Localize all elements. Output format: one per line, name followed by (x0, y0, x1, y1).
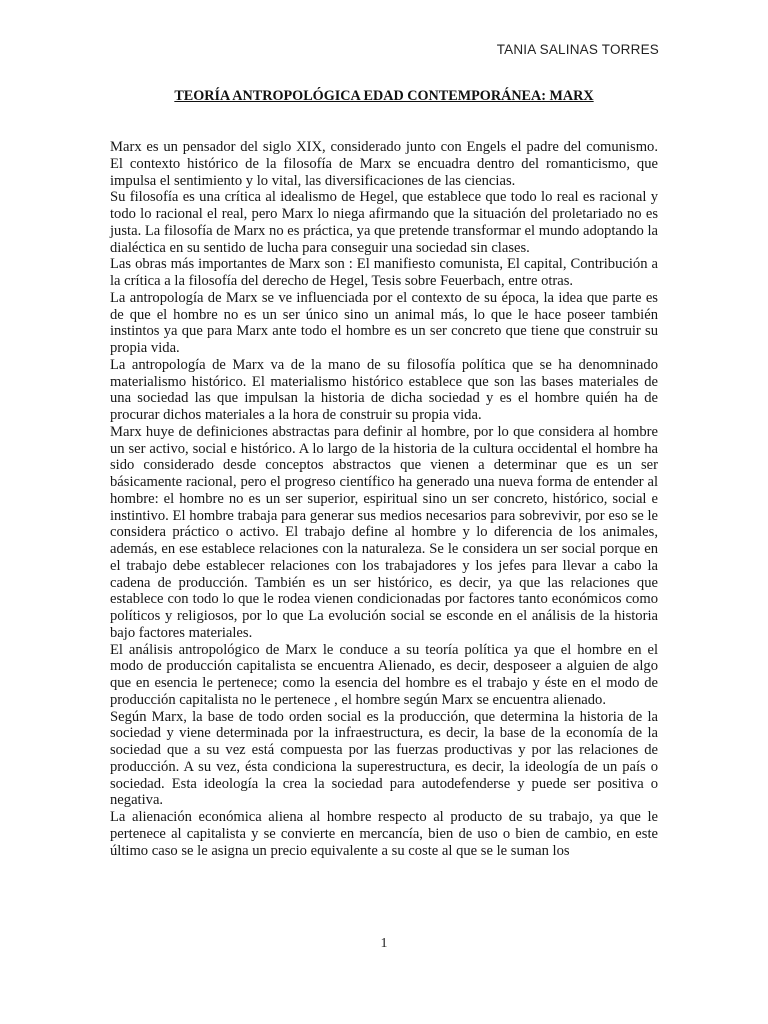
paragraph: Su filosofía es una crítica al idealismo de Hegel, que establece que todo lo real es racional y todo lo racional el real, pero Marx lo niega afirmando que la situación del proletariado no es justa. La filosofía de Marx no es práctica, ya que pretende transformar el mundo adoptando la dialéctica en su sentido de lucha para conseguir una sociedad sin clases. (110, 189, 658, 256)
paragraph: La antropología de Marx va de la mano de su filosofía política que se ha denomninado materialismo histórico. El materialismo histórico establece que son las bases materiales de una sociedad las que impulsan la historia de dicha sociedad y es el hombre quién ha de procurar dichos materiales a la hora de construir su propia vida. (110, 356, 658, 423)
paragraph: Marx es un pensador del siglo XIX, considerado junto con Engels el padre del comunismo. El contexto histórico de la filosofía de Marx se encuadra dentro del romanticismo, que impulsa el sentimiento y lo vital, las diversificaciones de las ciencias. (110, 139, 658, 189)
paragraph: Según Marx, la base de todo orden social es la producción, que determina la historia de la sociedad y viene determinada por la infraestructura, es decir, la base de la economía de la sociedad que a su vez está compuesta por las fuerzas productivas y por las relaciones de producción. A su vez, ésta condiciona la superestructura, es decir, la ideología de un país o sociedad. Esta ideología la crea la sociedad para autodefenderse y puede ser positiva o negativa. (110, 708, 658, 809)
document-body (110, 139, 658, 859)
paragraph: Las obras más importantes de Marx son : El manifiesto comunista, El capital, Contribución a la crítica a la filosofía del derecho de Hegel, Tesis sobre Feuerbach, entre otras. (110, 256, 658, 289)
paragraph: La alienación económica aliena al hombre respecto al producto de su trabajo, ya que le pertenece al capitalista y se convierte en mercancía, bien de uso o bien de cambio, en este último caso se le asigna un precio equivalente a su coste al que se le suman los (110, 809, 658, 859)
header-author: TANIA SALINAS TORRES (496, 42, 659, 57)
paragraph: Marx huye de definiciones abstractas para definir al hombre, por lo que considera al hombre un ser activo, social e histórico. A lo largo de la historia de la cultura occidental el hombre ha sido considerado desde conceptos abstractos que vienen a determinar que es un ser básicamente racional, pero el progreso científico ha generado una nueva forma de entender al hombre: el hombre no es un ser superior, espiritual sino un ser concreto, histórico, social e instintivo. El hombre trabaja para generar sus medios necesarios para sobrevivir, por eso se le considera práctico o activo. El trabajo define al hombre y lo diferencia de los animales, además, en ese establece relaciones con la naturaleza. Se le considera un ser social porque en el trabajo debe establecer relaciones con los trabajadores y los jefes para llevar a cabo la cadena de producción. También es un ser histórico, es decir, ya que las relaciones que establece con todo lo que le rodea vienen condicionadas por factores tanto económicos como políticos y religiosos, por lo que La evolución social se esconde en el análisis de la historia bajo factores materiales. (110, 423, 658, 641)
paragraph: La antropología de Marx se ve influenciada por el contexto de su época, la idea que parte es de que el hombre no es un ser único sino un animal más, lo que le hace poseer también instintos ya que para Marx ante todo el hombre es un ser concreto que tiene que construir su propia vida. (110, 289, 658, 356)
page-number: 1 (380, 936, 388, 951)
document-title: TEORÍA ANTROPOLÓGICA EDAD CONTEMPORÁNEA: MARX (174, 88, 594, 104)
paragraph: El análisis antropológico de Marx le conduce a su teoría política ya que el hombre en el modo de producción capitalista se encuentra Alienado, es decir, desposeer a alguien de algo que en esencia le pertenece; como la esencia del hombre es el trabajo y éste en el modo de producción capitalista no le pertenece , el hombre según Marx se encuentra alienado. (110, 641, 658, 708)
